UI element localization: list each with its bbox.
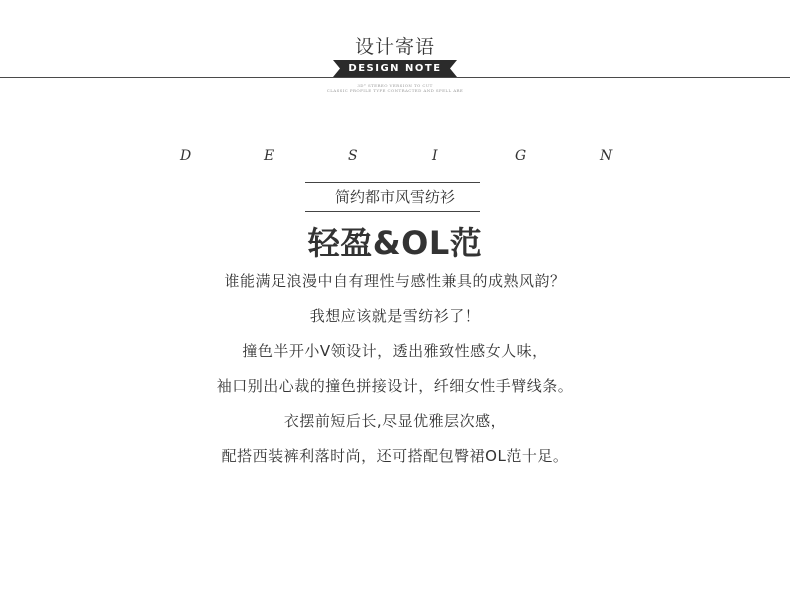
design-letter: G bbox=[515, 148, 527, 164]
design-letter: N bbox=[600, 148, 613, 164]
description-line: 配搭西装裤利落时尚，还可搭配包臀裙OL范十足。 bbox=[221, 447, 569, 465]
header-divider bbox=[0, 77, 790, 78]
description-line: 衣摆前短后长,尽显优雅层次感， bbox=[283, 412, 507, 430]
subtitle: 简约都市风雪纺衫 bbox=[334, 188, 455, 206]
subtitle-top-rule bbox=[305, 182, 480, 183]
main-title: 轻盈&OL范 bbox=[307, 224, 483, 262]
design-letter: S bbox=[348, 148, 358, 164]
banner-label: DESIGN NOTE bbox=[348, 63, 442, 74]
description-line: 谁能满足浪漫中自有理性与感性兼具的成熟风韵？ bbox=[224, 272, 566, 290]
design-word bbox=[176, 148, 616, 166]
design-letter: E bbox=[264, 148, 275, 164]
design-letter: I bbox=[432, 148, 438, 164]
tiny-caption-line-2: CLASSIC PROFILE TYPE CONTRACTED AND SPELL ARE bbox=[326, 88, 464, 93]
subtitle-bottom-rule bbox=[305, 211, 480, 212]
description-block bbox=[0, 270, 790, 480]
design-letter: D bbox=[180, 148, 192, 164]
description-line: 我想应该就是雪纺衫了！ bbox=[309, 307, 481, 325]
design-note-banner bbox=[333, 60, 457, 77]
description-line: 撞色半开小V领设计，透出雅致性感女人味， bbox=[242, 342, 548, 360]
tiny-caption-line-1: 3D° STEREO VERSION TO CUT bbox=[357, 83, 433, 88]
description-line: 袖口别出心裁的撞色拼接设计，纤细女性手臂线条。 bbox=[216, 377, 574, 395]
section-title: 设计寄语 bbox=[354, 36, 435, 58]
